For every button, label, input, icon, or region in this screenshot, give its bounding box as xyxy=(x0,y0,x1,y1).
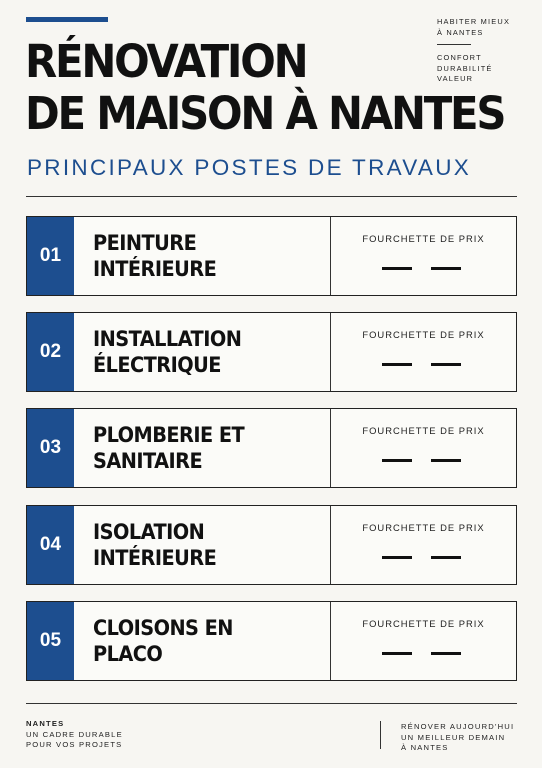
tagline-line: À NANTES xyxy=(437,27,484,37)
footer-line: POUR VOS PROJETS xyxy=(26,740,123,749)
item-name: INSTALLATION ÉLECTRIQUE xyxy=(93,327,242,377)
price-placeholder-dash xyxy=(431,363,461,366)
item-name: ISOLATION INTÉRIEURE xyxy=(93,520,217,570)
price-range-label: FOURCHETTE DE PRIX xyxy=(362,329,485,340)
item-number: 04 xyxy=(27,506,74,584)
top-accent-bar xyxy=(26,17,108,22)
value-word: DURABILITÉ xyxy=(437,63,493,73)
item-number: 05 xyxy=(27,602,74,680)
item-number: 01 xyxy=(27,217,74,295)
price-placeholder-dash xyxy=(382,652,412,655)
tagline-line: HABITER MIEUX xyxy=(437,17,511,26)
footer-left xyxy=(26,719,123,751)
value-word: VALEUR xyxy=(437,74,474,83)
title-line: RÉNOVATION xyxy=(25,35,307,88)
footer-line: UN CADRE DURABLE xyxy=(26,729,123,739)
price-placeholder-dash xyxy=(382,556,412,559)
price-range-label: FOURCHETTE DE PRIX xyxy=(362,522,485,533)
price-range-label: FOURCHETTE DE PRIX xyxy=(362,233,485,244)
price-placeholder-dash xyxy=(431,459,461,462)
work-item-card xyxy=(26,601,517,681)
header-divider xyxy=(26,196,517,197)
card-divider xyxy=(330,602,331,680)
item-number: 02 xyxy=(27,313,74,391)
price-placeholder-dash xyxy=(382,459,412,462)
card-divider xyxy=(330,313,331,391)
footer-city: NANTES xyxy=(26,719,65,728)
work-item-card xyxy=(26,216,517,296)
price-placeholder-dash xyxy=(431,652,461,655)
item-number: 03 xyxy=(27,409,74,487)
card-divider xyxy=(330,217,331,295)
card-divider xyxy=(330,506,331,584)
price-placeholder-dash xyxy=(382,363,412,366)
item-name: CLOISONS EN PLACO xyxy=(93,616,233,666)
page-title xyxy=(25,36,504,140)
item-name: PLOMBERIE ET SANITAIRE xyxy=(93,423,245,473)
footer-divider xyxy=(26,703,517,704)
price-placeholder-dash xyxy=(431,556,461,559)
footer-line: RÉNOVER AUJOURD'HUI xyxy=(401,722,515,731)
title-line: DE MAISON À NANTES xyxy=(25,87,505,140)
work-item-card xyxy=(26,312,517,392)
footer-vertical-divider xyxy=(380,721,381,749)
value-word: CONFORT xyxy=(437,53,482,62)
page-subtitle: PRINCIPAUX POSTES DE TRAVAUX xyxy=(27,155,472,180)
work-item-card xyxy=(26,505,517,585)
work-item-card xyxy=(26,408,517,488)
price-placeholder-dash xyxy=(431,267,461,270)
price-range-label: FOURCHETTE DE PRIX xyxy=(362,425,485,436)
footer-right xyxy=(401,722,514,754)
item-name: PEINTURE INTÉRIEURE xyxy=(93,231,217,281)
card-divider xyxy=(330,409,331,487)
footer-line: À NANTES xyxy=(401,743,449,752)
price-placeholder-dash xyxy=(382,267,412,270)
price-range-label: FOURCHETTE DE PRIX xyxy=(362,618,485,629)
footer-line: UN MEILLEUR DEMAIN xyxy=(401,732,506,742)
